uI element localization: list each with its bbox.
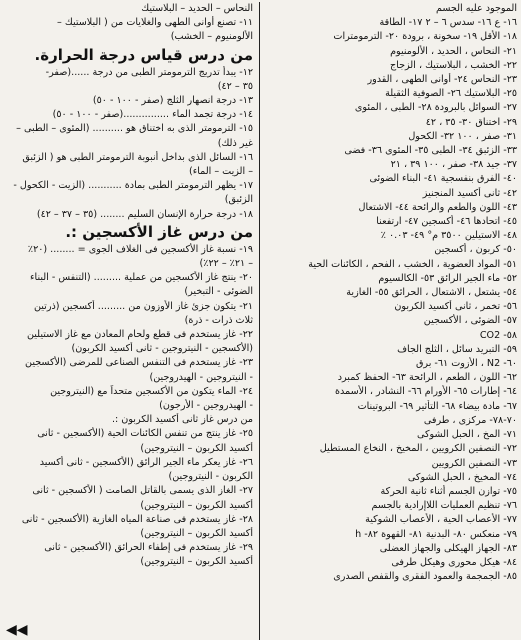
question-line: ١٤- درجة تجمد الماء ...............(صفر - ١٠٠ - ٥٠) [52, 109, 253, 121]
question-line: - الهيدروجين - الأرجون) [159, 400, 253, 412]
question-line: أكسيد الكربون – النيتروجين) [140, 442, 253, 454]
question-line: ثلاث ذرات - ذرة) [184, 314, 253, 326]
answer-line: الموجود عليه الجسم [435, 3, 517, 14]
answer-line: ٥٩- التبريد سائل ، الثلج الجاف [397, 343, 517, 355]
question-line: ١٧- يظهر الترمومتر الطبى بمادة ........... (الزيت - الكحول - [13, 180, 253, 192]
answer-line: ٥١- المواد العضوية ، الخشب ، الفحم ، الكائنات الحية [308, 258, 517, 270]
answer-line: ٦٧- مادة بيضاء ٦٨- التأثير ٦٩- البروتينات [357, 400, 517, 412]
answer-line: ١٦- ع ١٦- سدس ٦ – ٢ ١٧- الطاقة [379, 17, 517, 29]
answer-line: ٥٠- كربون ، أكسجين [434, 244, 517, 256]
answer-line: ٧٦- تنظيم العمليات اللاإرادية بالجسم [371, 500, 517, 512]
answer-line: ٢٣- النحاس ٢٤- أوانى الطهى ، القدور [367, 74, 517, 86]
answer-line: ٧٩- منعكس ٨٠- البدنية ٨١- القهوة ٨٢- h [355, 528, 517, 540]
question-line: ١٦- السائل الذى بداخل أنبوبة الترمومتر الطبى هو ( الزئبق [22, 151, 253, 163]
answer-line: ٤٠- الفرق بنفسجية ٤١- البناء الضوئى [369, 173, 517, 185]
question-line: الضوئى - التبخير) [184, 286, 253, 298]
question-line: – الزيت – الماء) [188, 166, 253, 178]
answer-line: ٨٤- هيكل محورى وهيكل طرفى [391, 556, 517, 568]
answer-line: ٧١- المخ ، الحبل الشوكى [416, 429, 517, 441]
question-line: ٢٤- الماء يتكون من الأكسجين متحداً مع (النيتروجين [50, 385, 253, 397]
question-line: ١٢- يبدأ تدريج الترمومتر الطبى من درجة ......(صفر- [45, 66, 253, 78]
question-line: ١٣- درجة انصهار الثلج (صفر - ١٠٠ - ٥٠) [92, 95, 253, 107]
question-line: ١٩- نسبة غاز الأكسجين فى الغلاف الجوى = ........ (٢٠٪ [27, 243, 253, 255]
question-line: أكسيد الكربون – النيتروجين) [140, 556, 253, 568]
question-line: ١٨- درجة حرارة الإنسان السليم ........ (٣٥ – ٣٧ – ٤٢) [36, 208, 253, 220]
question-line: ٢٦- غاز يعكر ماء الجير الرائق (الأكسجين - ثانى أكسيد [39, 456, 253, 468]
question-line: ٢٨- غاز يستخدم فى صناعة المياه الغازية (الأكسجين - ثانى [21, 513, 253, 525]
answer-line: ٧٥- توازن الجسم أثناء ثانية الحركة [380, 485, 517, 497]
double-arrow-left-icon: ◀◀ [6, 622, 28, 638]
answer-line: ٥٢- ماء الجير الرائق ٥٣- الكالسيوم [378, 272, 517, 284]
question-line: - النيتروجين - الهيدروجين) [149, 371, 253, 383]
question-line: النحاس – الحديد – البلاستيك [141, 3, 253, 14]
answer-line: ٧٤- المخيخ ، الحبل الشوكى [407, 471, 517, 483]
answer-line: ٨٣- الجهاز الهيكلى والجهاز العضلى [379, 542, 517, 554]
answers-column [259, 2, 517, 640]
question-line: ٢٧- الغاز الذى يسمى بالقاتل الصامت ( الأكسجين - ثانى [32, 485, 253, 497]
answer-line: ٧٠-٧٨- مركزى ، طرفى [423, 414, 517, 426]
answer-line: ٥٤- يشتعل ، الاشتعال ، الحرائق ٥٥- الغازية [346, 287, 517, 299]
answer-line: ٦٢- اللون ، الطعم ، الرائحة ٦٣- الحفظ كمبرد [337, 372, 517, 384]
question-line: الزئبق) [224, 194, 253, 206]
answer-line: ٣٣- الزئبق ٣٤- الطبى ٣٥- المئوى ٣٦- فضى [344, 145, 517, 157]
question-line: الكربون - النيتروجين) [168, 471, 253, 483]
question-line: أكسيد الكربون – النيتروجين) [140, 527, 253, 539]
answer-line: ٥٨- CO2 [479, 329, 517, 341]
answer-line: ٨٥- الجمجمة والعمود الفقرى والقفص الصدرى [333, 571, 517, 583]
question-line: (الأكسجين - النيتروجين - ثانى أكسيد الكربون) [71, 343, 253, 355]
answer-line: ٥٧- الضوئى ، الأكسجين [423, 315, 517, 327]
question-line: ٣٥ – ٤٢) [217, 80, 253, 92]
question-line: ٢٣- غاز يستخدم فى التنفس الصناعى للمرضى (الأكسجين [25, 357, 253, 369]
sub-heading-co2: من درس غاز ثانى أكسيد الكربون :. [111, 414, 253, 426]
answer-line: ٢٥- البلاستيك ٢٦- الصوفية الثقيلة [385, 88, 517, 100]
question-line: ١٥- الترمومتر الذى به اختناق هو .......... (المئوى – الطبى – [16, 123, 253, 135]
section-heading-temperature: من درس قياس درجة الحرارة. [34, 45, 253, 64]
question-line: ٢١- يتكون جزئ غاز الأوزون من ......... أكسجين (ذرتين [33, 300, 253, 312]
answer-line: ٤٨- الاستيلين ٣٥٠٠ م° ٤٩- ٠.٠٣ ٪ [380, 230, 517, 242]
question-line: ٢٠- ينتج غاز الأكسجين من عملية ......... (التنفس - البناء [30, 272, 253, 284]
question-line: ٢٩- غاز يستخدم فى إطفاء الحرائق (الأكسجين - ثانى [44, 542, 253, 554]
answer-line: ٣٧- جيد ٣٨- صفر ، ١٠٠ ٣٩ ، ٢١ [390, 159, 517, 171]
question-line: ٢٥- غاز ينتج من تنفس الكائنات الحية (الأكسجين - ثانى [37, 428, 253, 440]
question-line: ١١- تصنع أوانى الطهى والغلايات من ( البلاستيك – [57, 17, 253, 29]
answer-line: ٢٧- السوائل بالبرودة ٢٨- الطبى ، المئوى [354, 102, 517, 114]
answer-line: ١٨- الأقل ١٩- سخونة ، برودة ٢٠- الترمومترات [333, 31, 517, 43]
section-heading-oxygen: من درس غاز الأكسجين :. [65, 222, 253, 241]
answer-line: ٢٩- اختناق ٣٠- ٣٥ ، ٤٢ [425, 116, 517, 128]
answer-line: ٧٢- النصفين الكرويين ، المخيخ ، النخاع المستطيل [319, 443, 517, 455]
question-line: غير ذلك) [217, 137, 253, 149]
question-line: ٢٢- غاز يستخدم فى قطع ولحام المعادن مع غاز الاستيلين [26, 329, 253, 341]
question-line: – ٢١٪ – ٢٢٪) [199, 258, 253, 270]
answer-line: ٤٢- ثانى أكسيد المنجنيز [422, 187, 517, 199]
answer-line: ٥٦- تخمر ، ثانى أكسيد الكربون [394, 301, 517, 313]
answer-line: ٢٢- الخشب ، البلاستيك ، الزجاج [389, 59, 517, 71]
answer-line: ٦٠- N2 ، الأزوت ٦١- برق [415, 358, 517, 370]
answer-line: ٦٤- إطارات ٦٥- الأورام ٦٦- النشادر ، الأسمدة [334, 386, 517, 398]
question-line: أكسيد الكربون – النيتروجين) [140, 499, 253, 511]
answer-line: ٧٧- الأعصاب الحية ، الأعصاب الشوكية [365, 514, 517, 526]
answer-line: ٢١- النحاس ، الحديد ، الألومنيوم [390, 45, 517, 57]
answer-line: ٣١- صفر ، ١٠٠ ٣٢- الكحول [408, 130, 517, 142]
answer-line: ٧٣- النصفين الكرويين [431, 457, 517, 469]
questions-column [4, 2, 259, 640]
answer-line: ٤٣- اللون والطعم والرائحة ٤٤- الاشتعال [358, 201, 517, 213]
question-line: الألومنيوم – الخشب) [170, 31, 253, 43]
answer-line: ٤٥- اتحادها ٤٦- أكسجين ٤٧- ارتفعنا [376, 216, 517, 228]
